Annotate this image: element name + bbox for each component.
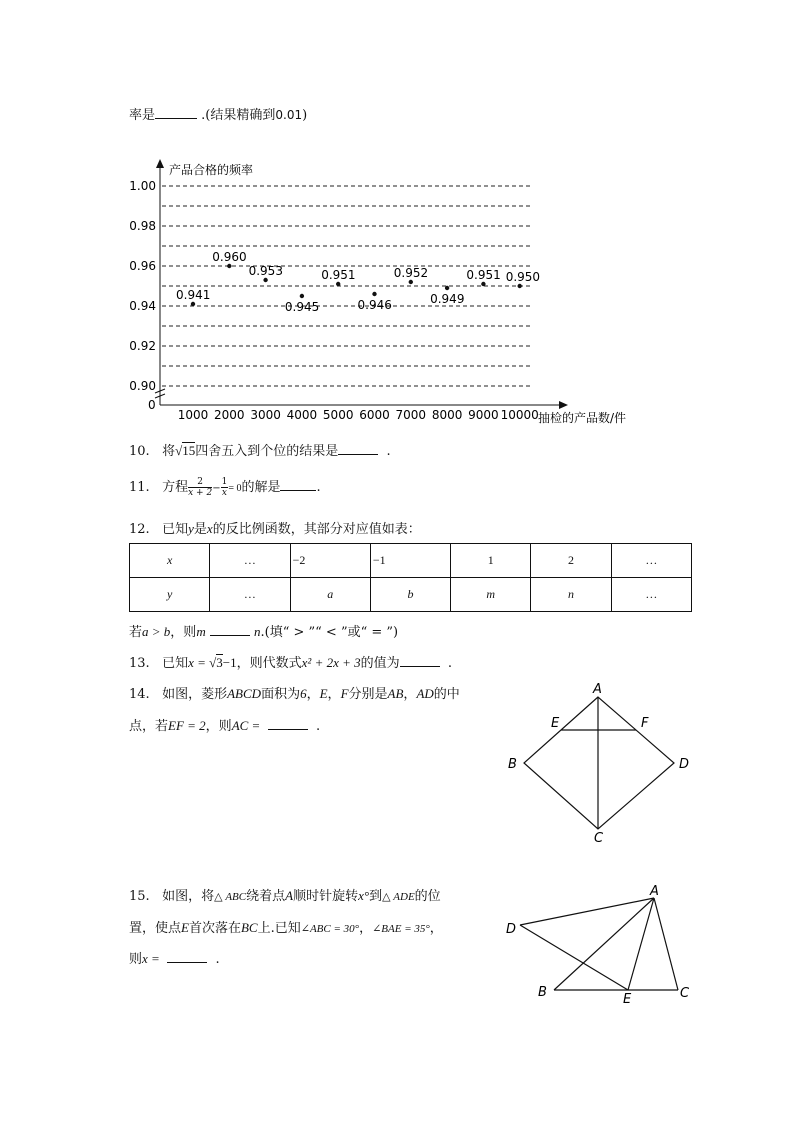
q11-f1-num: 2 bbox=[188, 477, 212, 488]
y-tick-label: 0.98 bbox=[129, 219, 156, 233]
data-point bbox=[191, 302, 195, 306]
q11-end: . bbox=[316, 480, 321, 495]
y-tick-label: 1.00 bbox=[129, 179, 156, 193]
q13-expression: x² + 2x + 3 bbox=[301, 655, 361, 670]
q14-mid2: 分别是 bbox=[348, 687, 388, 702]
table-cell: m bbox=[451, 578, 531, 612]
label-d: D bbox=[506, 922, 517, 937]
q15-line1-end: 的位 bbox=[414, 889, 441, 904]
segment-ad bbox=[520, 898, 654, 925]
q12-value-table bbox=[129, 543, 692, 612]
data-point bbox=[227, 264, 231, 268]
y-tick-label: 0.92 bbox=[129, 339, 156, 353]
data-point bbox=[336, 282, 340, 286]
q15-line3-pre: 则 bbox=[129, 952, 143, 967]
y-axis-arrow bbox=[156, 159, 164, 168]
data-label: 0.952 bbox=[393, 266, 429, 280]
q14-pre: 如图，菱形 bbox=[162, 687, 228, 702]
q13-number: 13. bbox=[129, 656, 150, 671]
label-b: B bbox=[508, 757, 517, 772]
q15-x-eq: x = bbox=[142, 951, 164, 966]
q13-post: 的值为 bbox=[360, 656, 400, 671]
q9-answer-blank[interactable] bbox=[155, 106, 197, 119]
q13-expr-x: x = bbox=[188, 655, 210, 670]
q14-line2-pre: 点，若 bbox=[129, 719, 169, 734]
q9-tail-line bbox=[129, 104, 307, 123]
x-axis-title: 抽检的产品数/件 bbox=[538, 411, 627, 425]
table-cell: 1 bbox=[451, 544, 531, 578]
q14-ef: EF = 2 bbox=[168, 718, 206, 733]
q15-mid3: 到 bbox=[369, 889, 383, 904]
q14-seg-ab: AB bbox=[387, 686, 404, 701]
q12-mid: 是 bbox=[193, 522, 207, 537]
q12-var-m: m bbox=[196, 624, 206, 639]
q14-end: . bbox=[315, 719, 321, 734]
q12-pre: 已知 bbox=[162, 522, 189, 537]
q11-minus: − bbox=[212, 483, 221, 494]
q12-number: 12. bbox=[129, 522, 150, 537]
data-label: 0.951 bbox=[321, 268, 356, 282]
question-15-line-3 bbox=[129, 948, 220, 967]
table-cell: … bbox=[611, 578, 691, 612]
data-point bbox=[481, 282, 485, 286]
q15-comma: ， bbox=[359, 921, 373, 936]
q10-number: 10. bbox=[129, 444, 150, 459]
y-axis-title: 产品合格的频率 bbox=[169, 163, 254, 177]
x-tick-label: 1000 bbox=[177, 408, 209, 422]
q15-angle-x: x° bbox=[358, 888, 370, 903]
q14-point-f: F bbox=[340, 686, 349, 701]
q9-prefix: 率是 bbox=[129, 108, 156, 123]
q15-line2-mid2: 上.已知 bbox=[257, 921, 301, 936]
q14-ac: AC = bbox=[231, 718, 264, 733]
q14-sep3: ， bbox=[403, 687, 417, 702]
label-d: D bbox=[679, 757, 690, 772]
q13-end: . bbox=[447, 656, 453, 671]
x-tick-label: 3000 bbox=[250, 408, 281, 422]
q11-pre: 方程 bbox=[162, 480, 189, 495]
question-15-line-1 bbox=[129, 885, 441, 904]
question-15-line-2 bbox=[129, 917, 443, 936]
q15-rotation-figure bbox=[500, 875, 700, 1010]
q14-point-e: E bbox=[319, 686, 328, 701]
question-11 bbox=[129, 476, 321, 498]
table-row bbox=[130, 578, 692, 612]
data-label: 0.945 bbox=[284, 300, 320, 314]
q12-condition: a > b bbox=[142, 624, 171, 639]
q10-end: . bbox=[386, 444, 391, 459]
label-b: B bbox=[538, 985, 547, 1000]
data-label: 0.953 bbox=[248, 264, 283, 278]
x-tick-label: 2000 bbox=[214, 408, 245, 422]
x-tick-label: 6000 bbox=[359, 408, 390, 422]
label-c: C bbox=[680, 986, 690, 1001]
q15-triangle-abc: △ ABC bbox=[214, 891, 247, 903]
x-tick-label: 5000 bbox=[322, 408, 354, 422]
q12-follow-pre: 若 bbox=[129, 625, 143, 640]
q14-answer-blank[interactable] bbox=[268, 717, 308, 730]
q9-suffix: .(结果精确到 bbox=[201, 108, 276, 123]
question-13 bbox=[129, 652, 452, 671]
table-cell: a bbox=[290, 578, 370, 612]
data-point bbox=[445, 286, 449, 290]
q15-answer-blank[interactable] bbox=[167, 950, 207, 963]
frequency-chart bbox=[120, 155, 650, 430]
table-row bbox=[130, 544, 692, 578]
x-tick-label: 7000 bbox=[395, 408, 427, 422]
q12-follow-mid: ，则 bbox=[170, 625, 197, 640]
data-point bbox=[409, 280, 413, 284]
q14-number: 14. bbox=[129, 687, 150, 702]
x-tick-label: 10000 bbox=[500, 408, 539, 422]
origin-label: 0 bbox=[148, 398, 156, 412]
q15-pre: 如图，将 bbox=[162, 889, 215, 904]
q12-var-n: n bbox=[253, 624, 261, 639]
segment-de bbox=[520, 925, 628, 990]
q12-var-y: y bbox=[188, 521, 194, 536]
label-c: C bbox=[594, 831, 604, 846]
q14-line2-mid: ，则 bbox=[205, 719, 232, 734]
x-tick-label: 8000 bbox=[431, 408, 463, 422]
q15-angle-bae: ∠BAE = 35° bbox=[372, 923, 430, 935]
q15-line2-pre: 置，使点 bbox=[129, 921, 182, 936]
q11-f1-den: x + 2 bbox=[188, 488, 213, 498]
data-label: 0.951 bbox=[466, 268, 501, 282]
rhombus-abcd bbox=[524, 697, 674, 829]
table-cell: … bbox=[611, 544, 691, 578]
q14-rhombus-figure bbox=[500, 678, 700, 848]
chart-points bbox=[176, 250, 540, 314]
q12-var-x: x bbox=[206, 521, 213, 536]
label-a: A bbox=[650, 884, 659, 899]
table-cell: n bbox=[531, 578, 611, 612]
data-label: 0.949 bbox=[430, 292, 465, 306]
q11-f2-num: 1 bbox=[221, 477, 228, 487]
q13-sqrt: √3 bbox=[209, 655, 223, 670]
data-point bbox=[263, 278, 267, 282]
q13-radicand: 3 bbox=[216, 655, 223, 670]
q10-post: 四舍五入到个位的结果是 bbox=[195, 444, 339, 459]
q14-shape: ABCD bbox=[227, 686, 262, 701]
q11-answer-blank[interactable] bbox=[280, 478, 316, 491]
q10-sqrt: √15 bbox=[175, 443, 196, 458]
q13-mid: ，则代数式 bbox=[236, 656, 302, 671]
q15-point-e: E bbox=[181, 920, 189, 935]
q11-post: 的解是 bbox=[241, 480, 281, 495]
q10-answer-blank[interactable] bbox=[338, 442, 378, 455]
q14-mid: 面积为 bbox=[261, 687, 301, 702]
q13-minus-one: −1 bbox=[222, 655, 237, 670]
question-14-line-1 bbox=[129, 683, 460, 702]
x-tick-label: 4000 bbox=[286, 408, 318, 422]
q11-fraction-1 bbox=[188, 477, 212, 498]
q12-answer-blank[interactable] bbox=[210, 623, 250, 636]
q11-number: 11. bbox=[129, 480, 150, 495]
table-cell: 2 bbox=[531, 544, 611, 578]
table-cell: … bbox=[210, 578, 290, 612]
data-label: 0.941 bbox=[176, 288, 211, 302]
q13-pre: 已知 bbox=[162, 656, 189, 671]
x-axis-arrow bbox=[559, 401, 568, 409]
data-label: 0.960 bbox=[212, 250, 247, 264]
y-tick-label: 0.94 bbox=[129, 299, 156, 313]
q14-sep1: ， bbox=[306, 687, 320, 702]
q12-post: 的反比例函数，其部分对应值如表： bbox=[212, 522, 421, 537]
y-tick-labels bbox=[129, 179, 156, 393]
x-tick-label: 9000 bbox=[468, 408, 499, 422]
data-point bbox=[518, 284, 522, 288]
table-cell: −1 bbox=[370, 544, 450, 578]
q15-point-a: A bbox=[285, 888, 294, 903]
question-10 bbox=[129, 440, 391, 459]
data-point bbox=[372, 292, 376, 296]
table-cell: y bbox=[130, 578, 210, 612]
x-tick-labels bbox=[178, 408, 539, 422]
q10-radicand: 15 bbox=[182, 443, 196, 458]
chart-gridlines bbox=[162, 186, 530, 386]
q15-line2-mid: 首次落在 bbox=[188, 921, 241, 936]
question-12 bbox=[129, 518, 421, 537]
label-e: E bbox=[623, 992, 632, 1007]
question-14-line-2 bbox=[129, 715, 320, 734]
table-cell: −2 bbox=[290, 544, 370, 578]
segment-ae bbox=[628, 898, 654, 990]
q15-seg-bc: BC bbox=[240, 920, 258, 935]
q15-line2-end: ， bbox=[429, 921, 443, 936]
y-tick-label: 0.96 bbox=[129, 259, 156, 273]
q14-seg-ad: AD bbox=[416, 686, 434, 701]
table-cell: x bbox=[130, 544, 210, 578]
q9-close: ) bbox=[302, 108, 308, 123]
q12-follow-line bbox=[129, 621, 398, 640]
q15-triangle-ade: △ ADE bbox=[382, 891, 415, 903]
y-tick-label: 0.90 bbox=[129, 379, 156, 393]
q12-follow-post: .(填“ > ”“ < ”或“ = ”) bbox=[260, 625, 399, 640]
q11-equals: = 0 bbox=[228, 483, 242, 494]
q15-end: . bbox=[215, 952, 220, 967]
data-label: 0.946 bbox=[357, 298, 392, 312]
label-f: F bbox=[641, 716, 649, 731]
q14-sep2: ， bbox=[327, 687, 341, 702]
data-label: 0.950 bbox=[505, 270, 541, 284]
q15-mid: 绕着点 bbox=[246, 889, 286, 904]
q11-f2-den: x bbox=[221, 488, 227, 498]
q15-mid2: 顺时针旋转 bbox=[293, 889, 359, 904]
label-e: E bbox=[551, 716, 560, 731]
table-cell: … bbox=[210, 544, 290, 578]
q14-line1-end: 的中 bbox=[433, 687, 460, 702]
q13-answer-blank[interactable] bbox=[400, 654, 440, 667]
table-cell: b bbox=[370, 578, 450, 612]
q14-area: 6 bbox=[300, 686, 307, 701]
segment-ac bbox=[654, 898, 678, 990]
data-point bbox=[300, 294, 304, 298]
q9-precision: 0.01 bbox=[275, 108, 303, 122]
q15-number: 15. bbox=[129, 889, 150, 904]
label-a: A bbox=[593, 682, 602, 697]
q15-angle-abc: ∠ABC = 30° bbox=[300, 923, 360, 935]
q10-pre: 将 bbox=[162, 444, 176, 459]
